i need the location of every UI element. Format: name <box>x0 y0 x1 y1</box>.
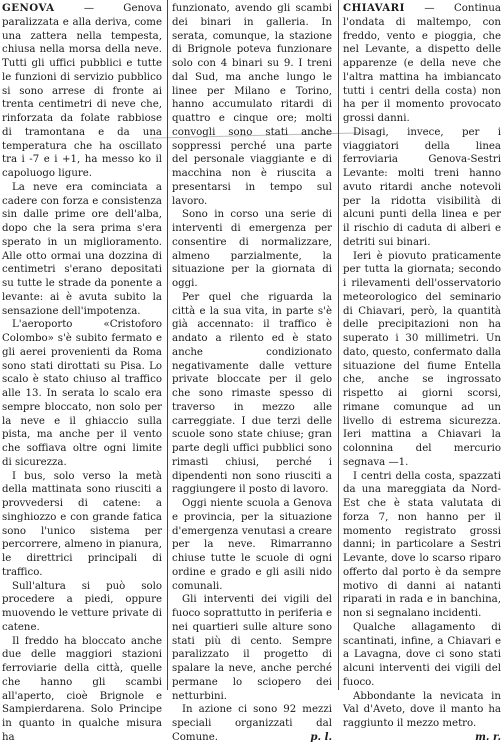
paragraph: Qualche allagamento di scantinati, infine, a Chiavari e a Lavagna, dove ci sono stati alcuni interventi dei vigili del fuoco. <box>343 621 501 688</box>
column-divider <box>167 0 168 690</box>
column-divider <box>338 0 339 690</box>
paragraph: L'aeroporto «Cristoforo Colombo» s'è subito fermato e gli aerei provenienti da Roma sono stati dirottati su Pisa. Lo scalo è stato chiuso al traffico alle 13. In serata lo scalo era sempre bloccato, non solo per la neve e il ghiaccio sulla pista, ma anche per il vento che soffiava oltre ogni limite di sicurezza. <box>2 319 162 468</box>
dateline-city: GENOVA <box>2 2 55 14</box>
paragraph: I bus, solo verso la metà della mattinata sono riusciti a provvedersi di catene: a singhiozzo e con grande fatica sono l'unico sistema per percorrere, almeno in pianura, le direttrici principali di traffico. <box>2 470 162 578</box>
paragraph: Sono in corso una serie di interventi di emergenza per consentire di normalizzare, almeno parzialmente, la situazione per la giornata di oggi. <box>172 209 332 289</box>
author-signature: m. r. <box>475 730 501 743</box>
paragraph-text: — Genova paralizzata e alla deriva, come una zattera nella tempesta, chiusa nella morsa della neve. Tutti gli uffici pubblici e tutte le funzioni di servizio pubblico si sono arrese di fronte ai trenta centimetri di neve che, rinforzata da folate rabbiose di tramontana e da una temperatura che ha oscillato tra i -7 e i +1, ha messo ko il capoluogo ligure. <box>2 3 162 179</box>
paragraph-text: Abbondante la nevicata in Val d'Aveto, dove il manto ha raggiunto il mezzo metro. <box>343 690 501 729</box>
paragraph: Oggi niente scuola a Genova e provincia, per la situazione d'emergenza venutasi a creare per la neve. Rimarranno chiuse tutte le scuole di ogni ordine e grado e gli asili nido comunali. <box>172 498 332 592</box>
paragraph: La neve era cominciata a cadere con forza e consistenza sin dalle prime ore dell'alba, dopo che la sera prima s'era sperato in un miglioramento. Alle otto ormai una dozzina di centimetri s'erano depositati su tutte le strade da ponente a levante: ai è avuta subito la sensazione dell'impotenza. <box>2 181 162 317</box>
article-column-genova-continued <box>172 2 332 743</box>
author-signature: p. l. <box>310 730 332 743</box>
paragraph: Disagi, invece, per i viaggiatori della linea ferroviaria Genova-Sestri Levante: molti treni hanno avuto ritardi anche notevoli per la ridotta visibilità di alcuni punti della linea e per il rischio di caduta di alberi e detriti sui binari. <box>343 126 501 248</box>
paragraph: Gli interventi dei vigili del fuoco soprattutto in periferia e nei quartieri sulle alture sono stati più di cento. Sempre paralizzato il progetto di spalare la neve, anche perché permane lo sciopero dei netturbini. <box>172 594 332 702</box>
paragraph: I centri della costa, spazzati da una mareggiata da Nord-Est che è stata valutata di forza 7, non hanno per il momento registrato grossi danni; in particolare a Sestri Levante, dove lo scarso riparo offerto dal porto è da sempre motivo di danni ai natanti riparati in rada e in banchina, non si segnalano incidenti. <box>343 470 501 619</box>
paragraph <box>343 2 501 126</box>
paragraph: Sull'altura si può solo procedere a piedi, oppure muovendo le vetture private di catene. <box>2 580 162 633</box>
paragraph-text: — Continua l'ondata di maltempo, con freddo, vento e pioggia, che nel Levante, a dispetto delle apparenze (e della neve che l'altra mattina ha imbiancato tutti i centri della costa) non ha per il momento provocato grossi danni. <box>343 3 501 124</box>
article-column-chiavari <box>343 2 501 743</box>
paragraph <box>343 690 501 743</box>
paragraph <box>2 2 162 181</box>
paragraph: Ieri è piovuto praticamente per tutta la giornata; secondo i rilevamenti dell'osservatorio meteorologico del seminario di Chiavari, però, la quantità delle precipitazioni non ha superato i 30 millimetri. Un dato, questo, confermato dalla situazione del fiume Entella che, anche se ingrossato rispetto ai giorni scorsi, rimane comunque ad un livello di estrema sicurezza. Ieri mattina a Chiavari la colonnina del mercurio segnava —1. <box>343 250 501 468</box>
dateline-city: CHIAVARI <box>343 2 405 14</box>
paragraph: funzionato, avendo gli scambi dei binari in galleria. In serata, comunque, la stazione di Brignole poteva funzionare solo con 4 binari su 9. I treni dal Sud, ma anche lungo le linee per Milano e Torino, hanno accumulato ritardi di quattro e cinque ore; molti convogli sono stati anche soppressi perché una parte del personale viaggiante e di macchina non è riuscita a presentarsi in tempo sul lavoro. <box>172 3 332 207</box>
paragraph-text: In azione ci sono 92 mezzi speciali organizzati dal Comune. <box>172 704 332 743</box>
article-column-genova <box>2 2 162 743</box>
paragraph: Il freddo ha bloccato anche due delle maggiori stazioni ferroviarie della città, quelle che hanno gli scambi all'aperto, cioè Brignole e Sampierdarena. Solo Principe in quanto in qualche misura ha <box>2 635 162 743</box>
paragraph <box>172 703 332 744</box>
paragraph: Per quel che riguarda la città e la sua vita, in parte s'è già accennato: il traffico è andato a rilento ed è stato anche condizionato negativamente dalle vetture private bloccate per il gelo che sono rimaste spesso di traverso in mezzo alle carreggiate. I due terzi delle scuole sono state chiuse; gran parte degli uffici pubblici sono rimasti chiusi, perché i dipendenti non sono riusciti a raggiungere il posto di lavoro. <box>172 291 332 496</box>
